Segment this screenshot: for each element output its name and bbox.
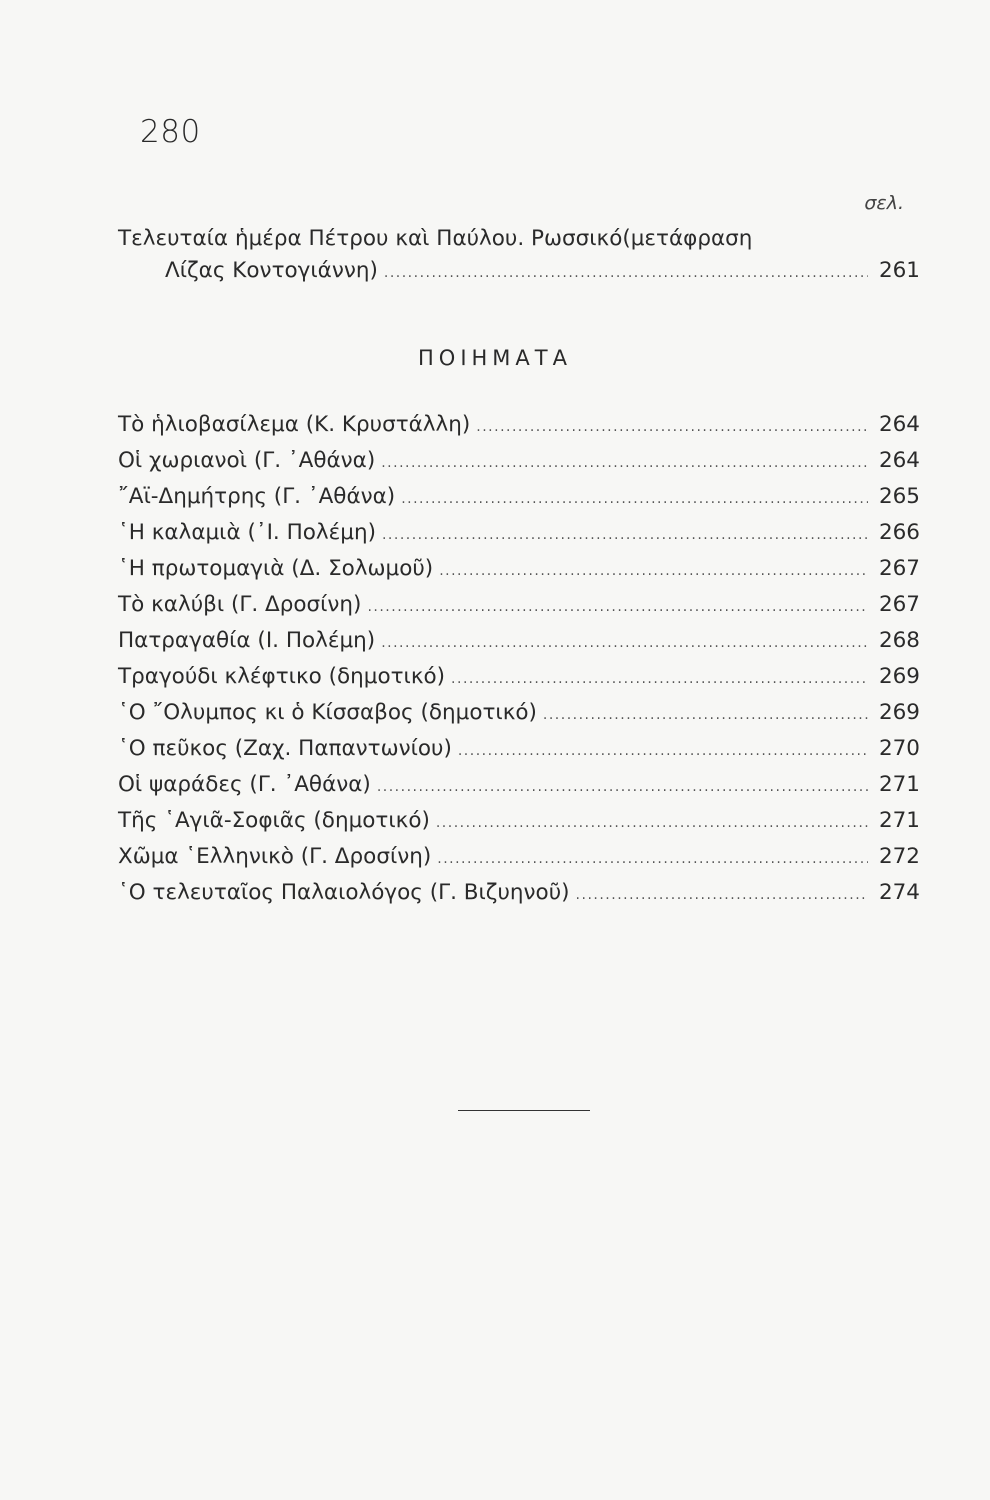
dot-leader bbox=[458, 743, 868, 759]
toc-entry bbox=[118, 592, 920, 626]
toc-entry bbox=[118, 628, 920, 662]
dot-leader bbox=[381, 635, 868, 651]
entry-title: Τὸ καλύβι (Γ. Δροσίνη) bbox=[118, 592, 362, 617]
entry-page: 269 bbox=[878, 664, 920, 689]
entry-page: 268 bbox=[878, 628, 920, 653]
dot-leader bbox=[437, 851, 868, 867]
entry-title: Τραγούδι κλέφτικο (δημοτικό) bbox=[118, 664, 446, 689]
intro-entry-line2 bbox=[165, 258, 920, 292]
toc-entry bbox=[118, 844, 920, 878]
dot-leader bbox=[401, 491, 868, 507]
entry-page: 269 bbox=[878, 700, 920, 725]
entry-page: 261 bbox=[878, 258, 920, 283]
section-heading: ΠΟΙΗΜΑΤΑ bbox=[418, 346, 572, 370]
entry-page: 264 bbox=[878, 448, 920, 473]
toc-entry bbox=[118, 520, 920, 554]
entry-title: Τὸ ἡλιοβασίλεμα (Κ. Κρυστάλλη) bbox=[118, 412, 471, 437]
intro-entry-line1: Τελευταία ἡμέρα Πέτρου καὶ Παύλου. Ρωσσικό(μετάφραση bbox=[118, 226, 753, 251]
entry-page: 271 bbox=[878, 808, 920, 833]
entry-page: 272 bbox=[878, 844, 920, 869]
dot-leader bbox=[439, 563, 868, 579]
toc-entry bbox=[118, 484, 920, 518]
entry-page: 267 bbox=[878, 556, 920, 581]
dot-leader bbox=[377, 779, 868, 795]
dot-leader bbox=[576, 887, 868, 903]
entry-title: ῾Ο πεῦκος (Ζαχ. Παπαντωνίου) bbox=[118, 736, 452, 761]
entry-page: 271 bbox=[878, 772, 920, 797]
entry-title: ῾Η πρωτομαγιὰ (Δ. Σολωμοῦ) bbox=[118, 556, 434, 581]
entry-title: ῾Ο ῎Ολυμπος κι ὁ Κίσσαβος (δημοτικό) bbox=[118, 700, 537, 725]
entry-page: 264 bbox=[878, 412, 920, 437]
toc-entry bbox=[118, 412, 920, 446]
toc-entry bbox=[118, 880, 920, 914]
toc-entry bbox=[118, 808, 920, 842]
toc-entry bbox=[118, 556, 920, 590]
dot-leader bbox=[451, 671, 868, 687]
entry-title: Οἱ χωριανοὶ (Γ. ᾿Αθάνα) bbox=[118, 448, 376, 473]
dot-leader bbox=[382, 527, 868, 543]
dot-leader bbox=[367, 599, 868, 615]
toc-entry bbox=[118, 448, 920, 482]
entry-page: 274 bbox=[878, 880, 920, 905]
page-column-header: σελ. bbox=[864, 192, 904, 214]
toc-entry bbox=[118, 700, 920, 734]
entry-page: 265 bbox=[878, 484, 920, 509]
entry-title: ῎Αϊ-Δημήτρης (Γ. ᾿Αθάνα) bbox=[118, 484, 396, 509]
entry-title: Οἱ ψαράδες (Γ. ᾿Αθάνα) bbox=[118, 772, 371, 797]
entry-title: Χῶμα ῾Ελληνικὸ (Γ. Δροσίνη) bbox=[118, 844, 432, 869]
dot-leader bbox=[476, 419, 868, 435]
dot-leader bbox=[381, 455, 868, 471]
dot-leader bbox=[384, 265, 868, 281]
entry-page: 267 bbox=[878, 592, 920, 617]
entry-page: 266 bbox=[878, 520, 920, 545]
entry-title: ῾Ο τελευταῖος Παλαιολόγος (Γ. Βιζυηνοῦ) bbox=[118, 880, 570, 905]
entry-title: Τῆς ῾Αγιᾶ-Σοφιᾶς (δημοτικό) bbox=[118, 808, 430, 833]
dot-leader bbox=[436, 815, 868, 831]
toc-entry bbox=[118, 664, 920, 698]
entry-title: ῾Η καλαμιὰ (᾿Ι. Πολέμη) bbox=[118, 520, 376, 545]
closing-rule bbox=[458, 1110, 590, 1111]
entry-page: 270 bbox=[878, 736, 920, 761]
dot-leader bbox=[543, 707, 868, 723]
entry-title: Πατραγαθία (Ι. Πολέμη) bbox=[118, 628, 376, 653]
entry-title: Λίζας Κοντογιάννη) bbox=[165, 258, 378, 283]
toc-entry bbox=[118, 772, 920, 806]
toc-entry bbox=[118, 736, 920, 770]
page-number: 280 bbox=[140, 114, 201, 150]
